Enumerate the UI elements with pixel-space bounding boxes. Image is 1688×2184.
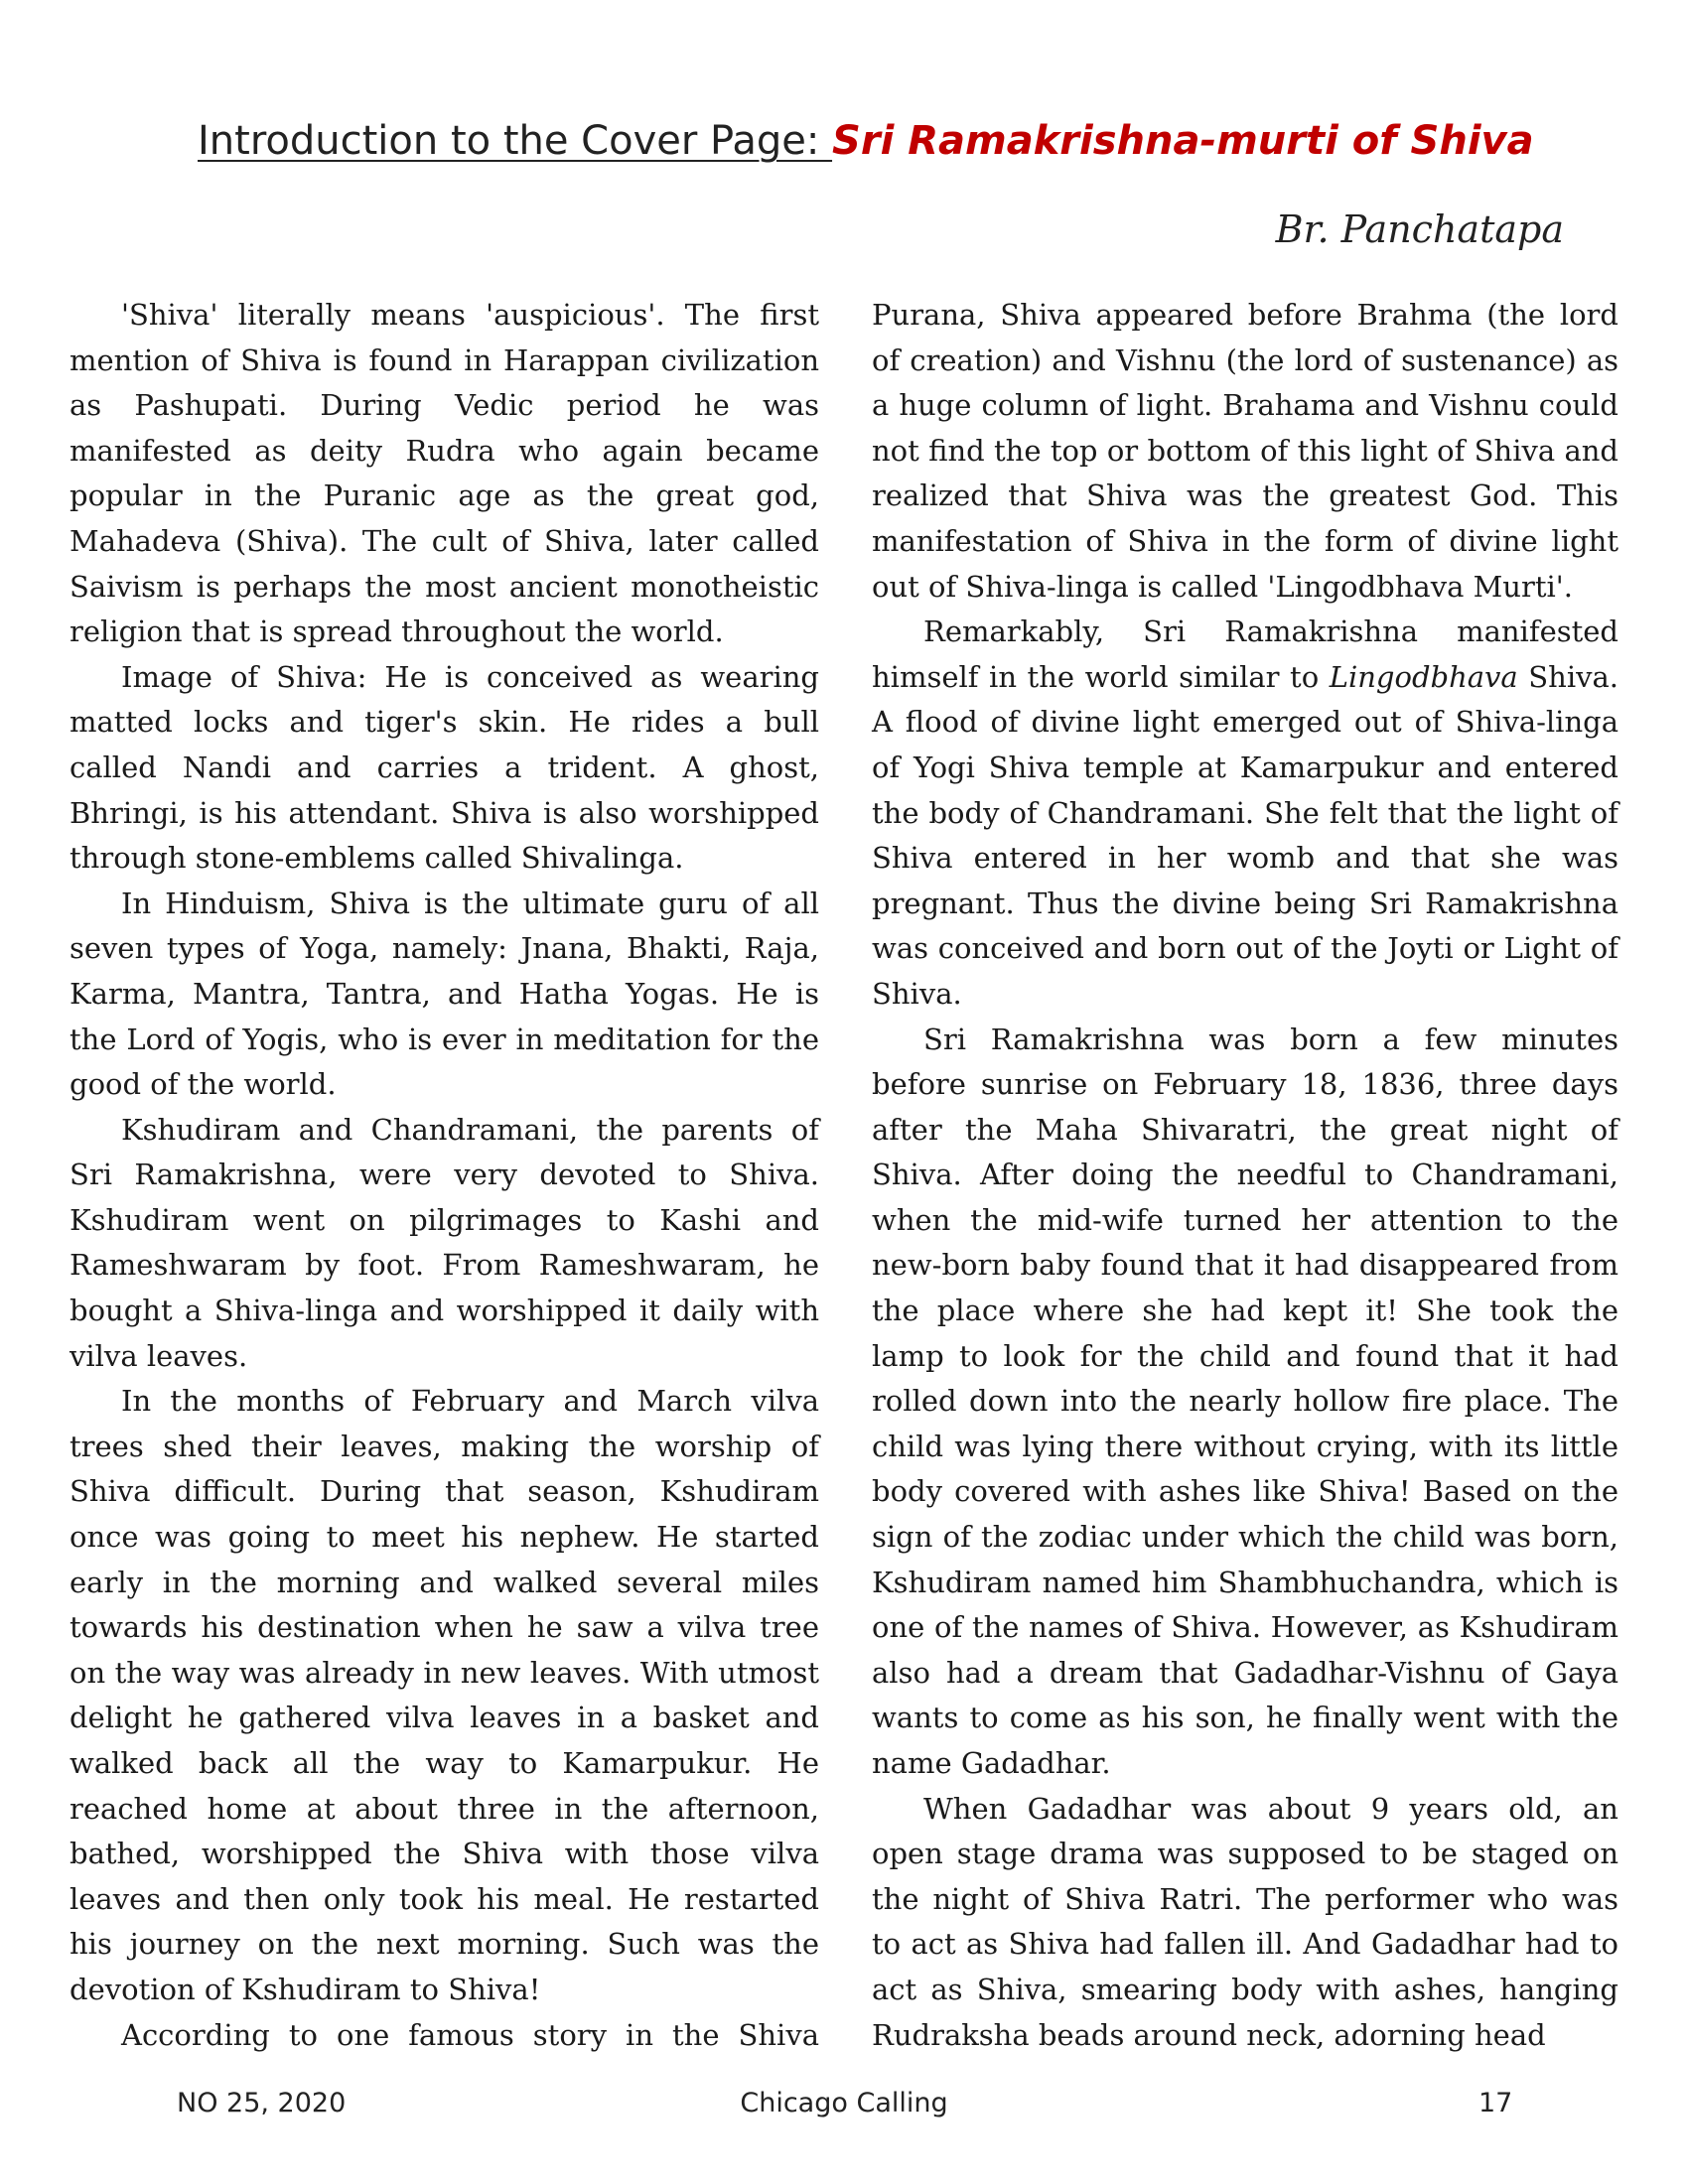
page-title: [198, 111, 1534, 171]
lingodbhava-text-after: Shiva. A flood of divine light emerged out of Shiva-linga of Yogi Shiva temple at Kamarpukur and entered the body of Chandramani. She felt that the light of Shiva entered in her womb and that she was pregnant. Thus the divine being Sri Ramakrishna was conceived and born out of the Joyti or Light of Shiva.: [872, 659, 1618, 1011]
footer-publication: Chicago Calling: [740, 2088, 948, 2118]
paragraph-shiva-meaning: 'Shiva' literally means 'auspicious'. The first mention of Shiva is found in Harappan civilization as Pashupati. During Vedic period he was manifested as deity Rudra who again became popular in the Puranic age as the great god, Mahadeva (Shiva). The cult of Shiva, later called Saivism is perhaps the most ancient monotheistic religion that is spread throughout the world.: [70, 298, 819, 649]
footer-page-number: 17: [1478, 2088, 1513, 2118]
paragraph-vilva-leaves: In the months of February and March vilva trees shed their leaves, making the worship of Shiva difficult. During that season, Kshudiram once was going to meet his nephew. He started early in the morning and walked several miles towards his destination when he saw a vilva tree on the way was already in new leaves. With utmost delight he gathered vilva leaves in a basket and walked back all the way to Kamarpukur. He reached home at about three in the afternoon, bathed, worshipped the Shiva with those vilva leaves and then only took his meal. He restarted his journey on the next morning. Such was the devotion of Kshudiram to Shiva!: [70, 1384, 819, 2006]
paragraph-birth: Sri Ramakrishna was born a few minutes before sunrise on February 18, 1836, three days after the Maha Shivaratri, the great night of Shiva. After doing the needful to Chandramani, when the mid-wife turned her attention to the new-born baby found that it had disappeared from the place where she had kept it! She took the lamp to look for the child and found that it had rolled down into the nearly hollow fire place. The child was lying there without crying, with its little body covered with ashes like Shiva! Based on the sign of the zodiac under which the child was born, Kshudiram named him Shambhuchandra, which is one of the names of Shiva. However, as Kshudiram also had a dream that Gadadhar-Vishnu of Gaya wants to come as his son, he finally went with the name Gadadhar.: [872, 1022, 1618, 1780]
paragraph-drama: When Gadadhar was about 9 years old, an open stage drama was supposed to be staged on the night of Shiva Ratri. The performer who was to act as Shiva had fallen ill. And Gadadhar had to act as Shiva, smearing body with ashes, hanging Rudraksha beads around neck, adorning head: [872, 1791, 1618, 2052]
article-column-right: [872, 293, 1618, 2058]
author-byline: Br. Panchatapa: [1275, 207, 1564, 251]
title-subject: Sri Ramakrishna-murti of Shiva: [832, 118, 1534, 164]
lingodbhava-text-before: Remarkably, Sri Ramakrishna manifested himself in the world similar to: [872, 614, 1618, 694]
paragraph-shiva-purana-start: According to one famous story in the Shiva: [121, 2017, 819, 2052]
paragraph-parents: Kshudiram and Chandramani, the parents of Sri Ramakrishna, were very devoted to Shiva. Kshudiram went on pilgrimages to Kashi and Rameshwaram by foot. From Rameshwaram, he bought a Shiva-linga and worshipped it daily with vilva leaves.: [70, 1112, 819, 1373]
paragraph-lingodbhava: [872, 610, 1618, 1017]
article-column-left: [70, 293, 819, 2058]
lingodbhava-italic: Lingodbhava: [1329, 659, 1518, 694]
title-lead: Introduction to the Cover Page:: [198, 118, 833, 164]
paragraph-yoga: In Hinduism, Shiva is the ultimate guru of all seven types of Yoga, namely: Jnana, Bhakti, Raja, Karma, Mantra, Tantra, and Hatha Yogas. He is the Lord of Yogis, who is ever in meditation for the good of the world.: [70, 886, 819, 1102]
footer-issue: NO 25, 2020: [177, 2088, 347, 2118]
page-footer: [0, 2088, 1688, 2127]
paragraph-image-of-shiva: Image of Shiva: He is conceived as wearing matted locks and tiger's skin. He rides a bull called Nandi and carries a trident. A ghost, Bhringi, is his attendant. Shiva is also worshipped through stone-emblems called Shivalinga.: [70, 659, 819, 876]
paragraph-shiva-purana-cont: Purana, Shiva appeared before Brahma (the lord of creation) and Vishnu (the lord of sustenance) as a huge column of light. Brahama and Vishnu could not find the top or bottom of this light of Shiva and realized that Shiva was the greatest God. This manifestation of Shiva in the form of divine light out of Shiva-linga is called 'Lingodbhava Murti'.: [872, 298, 1618, 604]
